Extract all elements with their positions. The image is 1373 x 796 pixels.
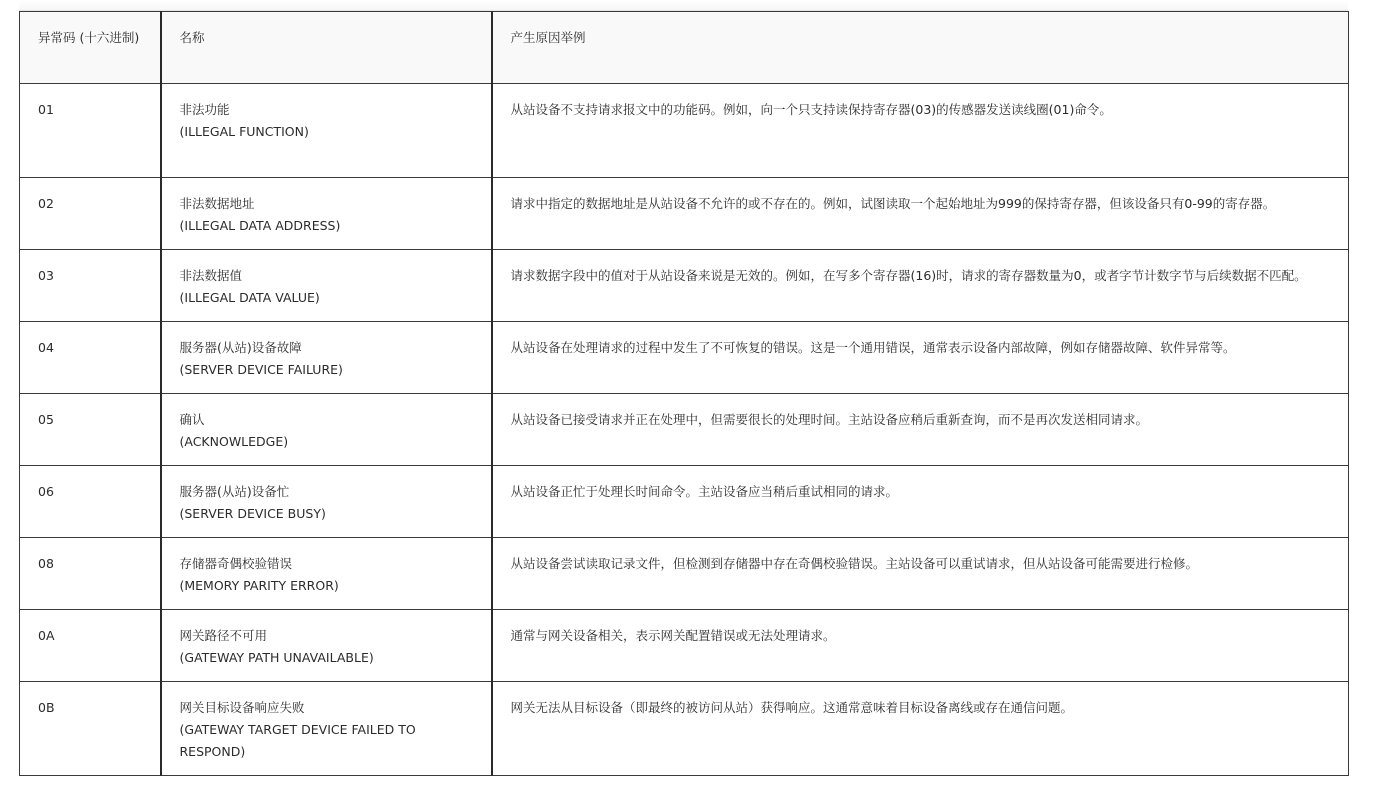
- cell-reason: 从站设备不支持请求报文中的功能码。例如，向一个只支持读保持寄存器(03)的传感器发送读线圈(01)命令。: [492, 84, 1349, 178]
- table-row: [20, 394, 1349, 466]
- name-english: (SERVER DEVICE BUSY): [179, 506, 326, 521]
- cell-code: 03: [20, 250, 161, 322]
- header-code: 异常码 (十六进制): [20, 12, 161, 84]
- name-english: (SERVER DEVICE FAILURE): [179, 362, 343, 377]
- cell-name: [161, 466, 492, 538]
- header-reason: 产生原因举例: [492, 12, 1349, 84]
- table-row: [20, 466, 1349, 538]
- table-row: [20, 250, 1349, 322]
- cell-reason: 从站设备尝试读取记录文件，但检测到存储器中存在奇偶校验错误。主站设备可以重试请求，但从站设备可能需要进行检修。: [492, 538, 1349, 610]
- name-chinese: 网关路径不可用: [179, 628, 268, 643]
- cell-code: 05: [20, 394, 161, 466]
- name-english: (MEMORY PARITY ERROR): [179, 578, 339, 593]
- cell-name: [161, 682, 492, 776]
- cell-name: [161, 84, 492, 178]
- cell-reason: 从站设备在处理请求的过程中发生了不可恢复的错误。这是一个通用错误，通常表示设备内部故障，例如存储器故障、软件异常等。: [492, 322, 1349, 394]
- cell-code: 01: [20, 84, 161, 178]
- name-english: (GATEWAY PATH UNAVAILABLE): [179, 650, 374, 665]
- name-chinese: 服务器(从站)设备忙: [179, 484, 290, 499]
- name-chinese: 确认: [179, 412, 205, 427]
- name-chinese: 服务器(从站)设备故障: [179, 340, 302, 355]
- cell-name: [161, 610, 492, 682]
- cell-reason: 从站设备正忙于处理长时间命令。主站设备应当稍后重试相同的请求。: [492, 466, 1349, 538]
- table-row: [20, 178, 1349, 250]
- cell-name: [161, 322, 492, 394]
- name-chinese: 非法数据值: [179, 268, 243, 283]
- name-chinese: 网关目标设备响应失败: [179, 700, 305, 715]
- cell-reason: 从站设备已接受请求并正在处理中，但需要很长的处理时间。主站设备应稍后重新查询，而不是再次发送相同请求。: [492, 394, 1349, 466]
- cell-reason: 请求中指定的数据地址是从站设备不允许的或不存在的。例如，试图读取一个起始地址为999的保持寄存器，但该设备只有0-99的寄存器。: [492, 178, 1349, 250]
- cell-code: 04: [20, 322, 161, 394]
- name-english: (ILLEGAL DATA ADDRESS): [179, 218, 341, 233]
- name-english: (ILLEGAL DATA VALUE): [179, 290, 320, 305]
- name-chinese: 非法数据地址: [179, 196, 255, 211]
- cell-code: 08: [20, 538, 161, 610]
- cell-code: 0B: [20, 682, 161, 776]
- cell-reason: 网关无法从目标设备（即最终的被访问从站）获得响应。这通常意味着目标设备离线或存在通信问题。: [492, 682, 1349, 776]
- name-chinese: 非法功能: [179, 102, 230, 117]
- table-row: [20, 538, 1349, 610]
- table-row: [20, 322, 1349, 394]
- name-english: (ILLEGAL FUNCTION): [179, 124, 309, 139]
- top-scroll-shadow: [19, 0, 1348, 10]
- table-row: [20, 610, 1349, 682]
- header-name: 名称: [161, 12, 492, 84]
- cell-name: [161, 178, 492, 250]
- exception-code-table: [19, 11, 1349, 776]
- name-english: (ACKNOWLEDGE): [179, 434, 289, 449]
- name-chinese: 存储器奇偶校验错误: [179, 556, 293, 571]
- cell-name: [161, 394, 492, 466]
- cell-reason: 请求数据字段中的值对于从站设备来说是无效的。例如，在写多个寄存器(16)时，请求的寄存器数量为0，或者字节计数字节与后续数据不匹配。: [492, 250, 1349, 322]
- cell-name: [161, 538, 492, 610]
- name-english: (GATEWAY TARGET DEVICE FAILED TO RESPOND): [179, 722, 416, 759]
- cell-code: 06: [20, 466, 161, 538]
- table-row: [20, 682, 1349, 776]
- cell-code: 0A: [20, 610, 161, 682]
- cell-code: 02: [20, 178, 161, 250]
- table-row: [20, 84, 1349, 178]
- table-header-row: [20, 12, 1349, 84]
- cell-reason: 通常与网关设备相关，表示网关配置错误或无法处理请求。: [492, 610, 1349, 682]
- cell-name: [161, 250, 492, 322]
